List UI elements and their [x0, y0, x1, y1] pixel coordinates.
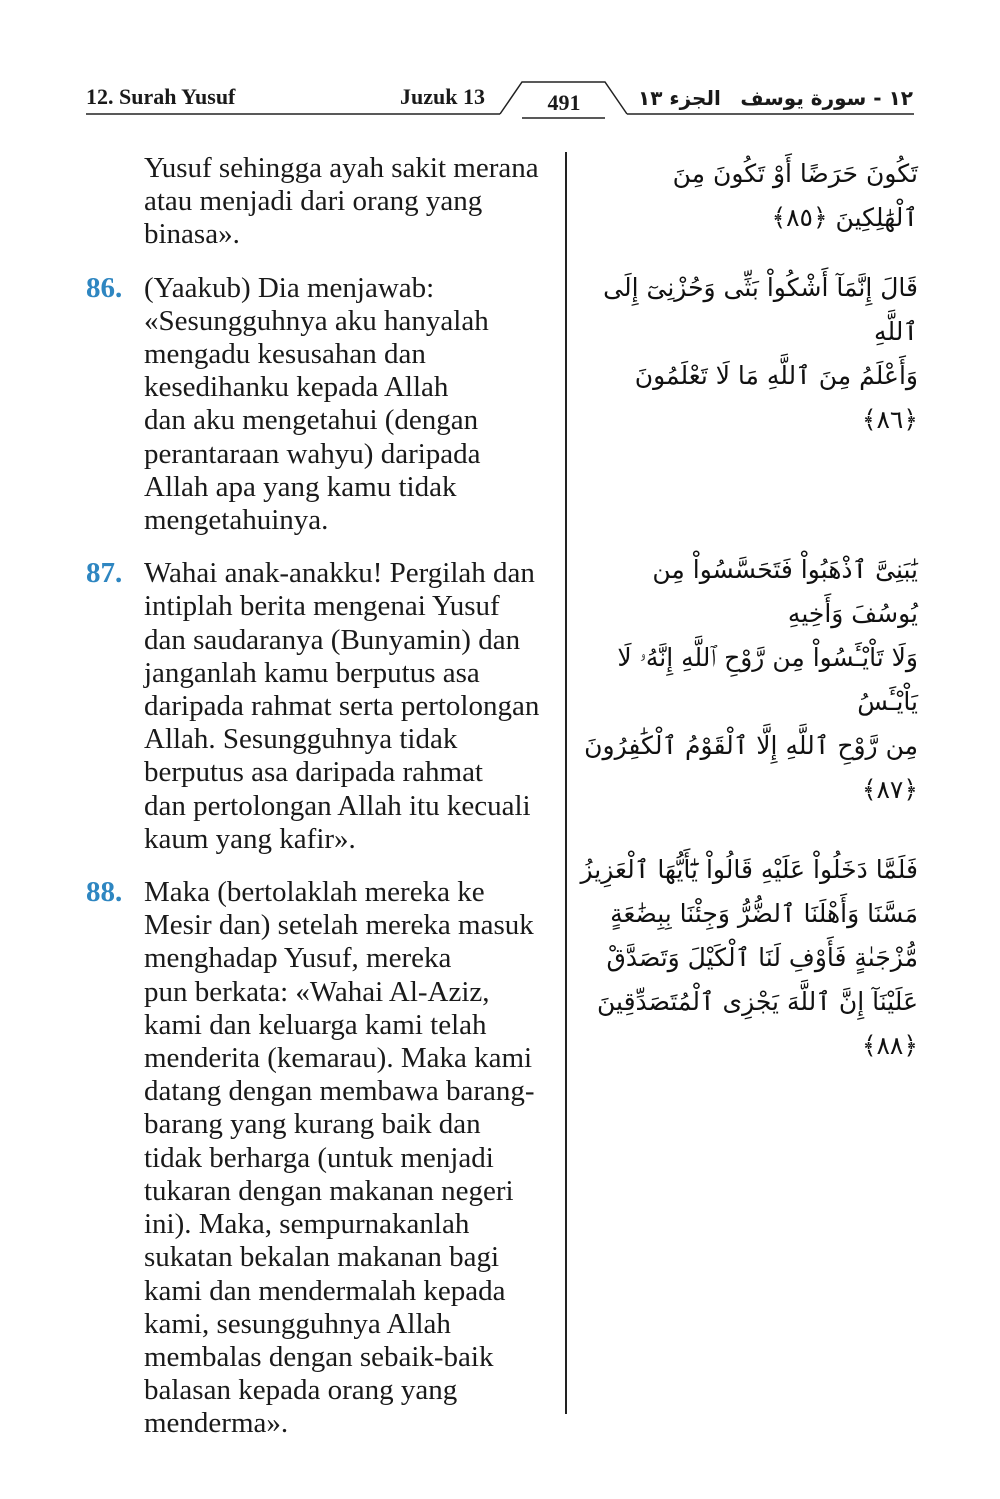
page-number: 491: [547, 90, 581, 115]
column-divider: [565, 152, 567, 1414]
surah-title: 12. Surah Yusuf: [86, 84, 236, 109]
verse-85-translation: [86, 152, 558, 252]
verse-text: Yusuf sehingga ayah sakit merana atau menjadi dari orang yang binasa».: [144, 152, 539, 251]
verse-number: 88.: [86, 876, 123, 909]
juzuk-label: Juzuk 13: [400, 84, 485, 109]
arabic-juz-label: الجزء ١٣: [638, 86, 721, 110]
verse-text: Maka (bertolaklah mereka ke Mesir dan) setelah mereka masuk menghadap Yusuf, mereka pun berkata: «Wahai Al-Aziz, kami dan keluarga kami telah menderita (kemarau). Maka kami datang dengan membawa barang- barang yang kurang baik dan tidak berharga (untuk menjadi tukaran dengan makanan negeri ini). Maka, sempurnakanlah sukatan bekalan makanan bagi kami dan mendermalah kepada kami, sesungguhnya Allah membalas dengan sebaik-baik balasan kepada orang yang menderma».: [144, 876, 535, 1440]
page-header: [0, 0, 1000, 130]
verse-text: Wahai anak-anakku! Pergilah dan intiplah berita mengenai Yusuf dan saudaranya (Bunyamin) dan janganlah kamu berputus asa daripada rahmat serta pertolongan Allah. Sesungguhnya tidak berputus asa daripada rahmat dan pertolongan Allah itu kecuali kaum yang kafir».: [144, 557, 540, 855]
translation-column: [86, 152, 558, 1441]
arabic-surah-title: ١٢ - سورة يوسف: [740, 86, 913, 110]
verse-87-translation: [86, 557, 558, 856]
verse-text: (Yaakub) Dia menjawab: «Sesungguhnya aku hanyalah mengadu kesusahan dan kesedihanku kepada Allah dan aku mengetahui (dengan perantaraan wahyu) daripada Allah apa yang kamu tidak mengetahuinya.: [144, 271, 489, 537]
arabic-verse-87: يَٰبَنِىَّ ٱذْهَبُواْ فَتَحَسَّسُواْ مِن يُوسُفَ وَأَخِيهِ وَلَا تَاْيْـَٔسُواْ مِن رَّوْحِ ٱللَّهِ إِنَّهُۥ لَا يَاْيْـَٔسُ مِن رَّوْحِ ٱللَّهِ إِلَّا ٱلْقَوْمُ ٱلْكَٰفِرُونَ ﴿٨٧﴾: [584, 555, 918, 804]
verse-number: 86.: [86, 271, 123, 304]
header-rule: [0, 0, 1000, 130]
arabic-verse-86: قَالَ إِنَّمَآ أَشْكُواْ بَثِّى وَحُزْنِىٓ إِلَى ٱللَّهِ وَأَعْلَمُ مِنَ ٱللَّهِ مَا لَا تَعْلَمُونَ ﴿٨٦﴾: [603, 273, 918, 434]
verse-number: 87.: [86, 557, 123, 590]
verse-86-translation: [86, 272, 558, 538]
arabic-verse-88: فَلَمَّا دَخَلُواْ عَلَيْهِ قَالُواْ يَٰٓأَيُّهَا ٱلْعَزِيزُ مَسَّنَا وَأَهْلَنَا ٱلضُّرُّ وَجِئْنَا بِبِضَٰعَةٍ مُّزْجَىٰةٍ فَأَوْفِ لَنَا ٱلْكَيْلَ وَتَصَدَّقْ عَلَيْنَآ إِنَّ ٱللَّهَ يَجْزِى ٱلْمُتَصَدِّقِينَ ﴿٨٨﴾: [580, 855, 918, 1060]
arabic-verse-85: تَكُونَ حَرَضًا أَوْ تَكُونَ مِنَ ٱلْهَٰلِكِينَ ﴿٨٥﴾: [672, 159, 918, 232]
verse-88-translation: [86, 876, 558, 1440]
